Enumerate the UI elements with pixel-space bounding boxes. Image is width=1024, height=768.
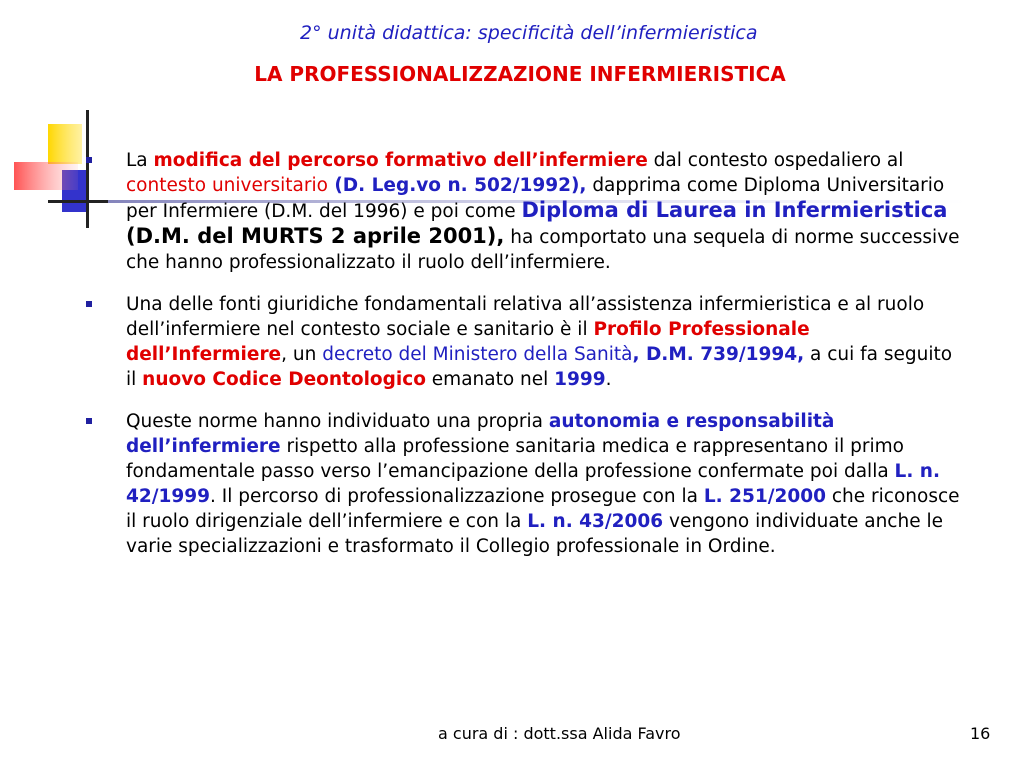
bullet-item-2: Una delle fonti giuridiche fondamentali relativa all’assistenza infermieristica e al ruolo dell’infermiere nel contesto sociale e sanitario è il Profilo Professionale dell’Infermiere, un decreto del Ministero della Sanità, D.M. 739/1994, a cui fa seguito il nuovo Codice Deontologico emanato nel 1999. xyxy=(86,292,966,392)
bullet-item-3: Queste norme hanno individuato una propria autonomia e responsabilità dell’infermiere rispetto alla professione sanitaria medica e rappresentano il primo fondamentale passo verso l’emancipazione della professione confermate poi dalla L. n. 42/1999. Il percorso di professionalizzazione prosegue con la L. 251/2000 che riconosce il ruolo dirigenziale dell’infermiere e con la L. n. 43/2006 vengono individuate anche le varie specializzazioni e trasformato il Collegio professionale in Ordine. xyxy=(86,409,966,559)
bullet-square-icon xyxy=(86,301,92,307)
slide-title: LA PROFESSIONALIZZAZIONE INFERMIERISTICA xyxy=(254,62,786,86)
slide-subtitle: 2° unità didattica: specificità dell’infermieristica xyxy=(300,22,758,44)
bullet-square-icon xyxy=(86,418,92,424)
bullet-item-1: La modifica del percorso formativo dell’infermiere dal contesto ospedaliero al contesto universitario (D. Leg.vo n. 502/1992), dapprima come Diploma Universitario per Infermiere (D.M. del 1996) e poi come Diploma di Laurea in Infermieristica (D.M. del MURTS 2 aprile 2001), ha comportato una sequela di norme successive che hanno professionalizzato il ruolo dell’infermiere. xyxy=(86,148,966,275)
red-bar xyxy=(14,162,78,190)
footer-author: a cura di : dott.ssa Alida Favro xyxy=(438,724,681,743)
bullet-list xyxy=(86,148,966,576)
page-number: 16 xyxy=(970,724,991,743)
yellow-square xyxy=(48,124,82,164)
bullet-square-icon xyxy=(86,157,92,163)
